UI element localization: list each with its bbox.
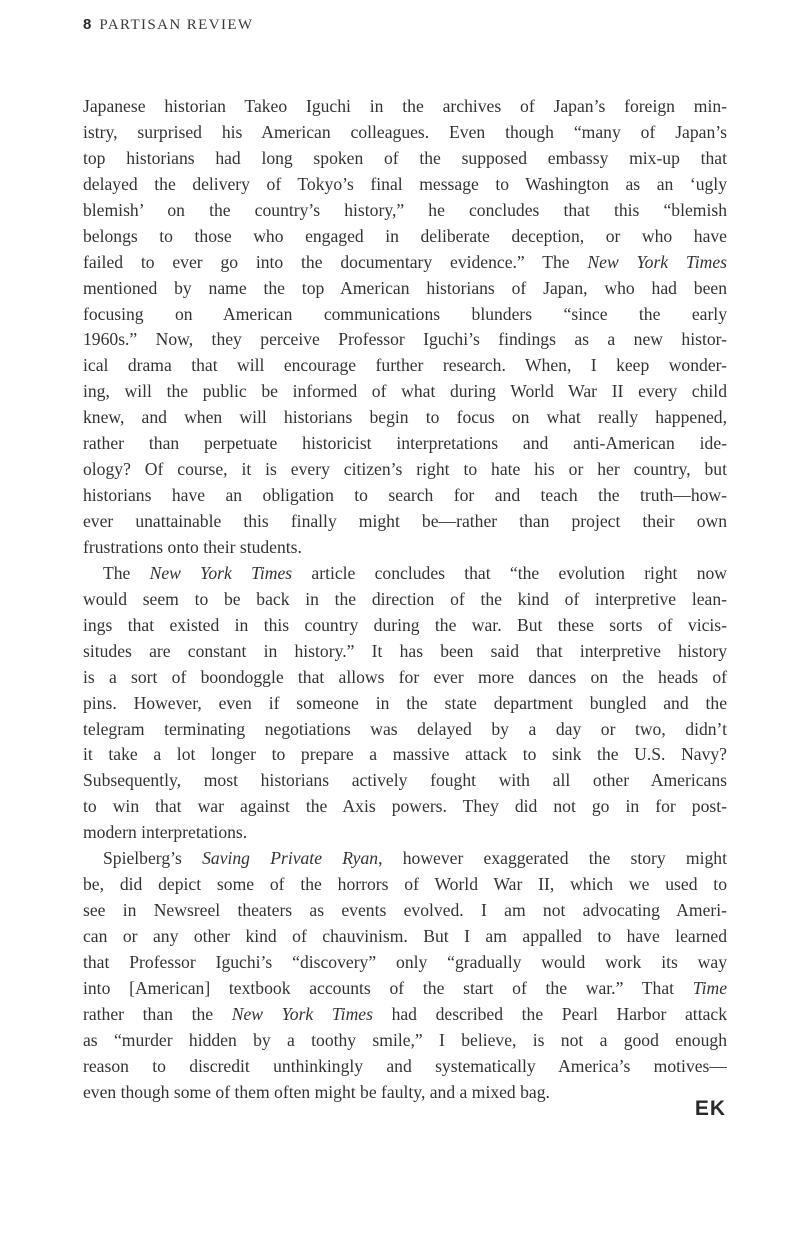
text-line: ings that existed in this country during the war. But these sorts of vicis- [83,614,727,635]
text-line: 1960s.” Now, they perceive Professor Iguchi’s findings as a new histor- [83,329,727,350]
publication-title: New York Times [231,1003,373,1024]
text-line: delayed the delivery of Tokyo’s final message to Washington as an ‘ugly [83,173,727,194]
text-line: blemish’ on the country’s history,” he concludes that this “blemish [83,199,727,220]
journal-title: PARTISAN REVIEW [99,17,254,33]
text-line: istry, surprised his American colleagues. Even though “many of Japan’s [83,121,727,142]
text-line: into [American] textbook accounts of the start of the war.” That Time [83,977,727,998]
text-line: mentioned by name the top American historians of Japan, who had been [83,277,727,298]
text-line: ing, will the public be informed of what during World War II every child [83,381,727,402]
text-line: belongs to those who engaged in deliberate deception, or who have [83,225,727,246]
text-line: failed to ever go into the documentary evidence.” The New York Times [83,251,727,272]
text-line: Subsequently, most historians actively fought with all other Americans [83,770,727,791]
text-line: knew, and when will historians begin to focus on what really happened, [83,407,727,428]
text-line: it take a lot longer to prepare a massive attack to sink the U.S. Navy? [83,744,727,765]
text-line: focusing on American communications blunders “since the early [83,303,727,324]
text-line: even though some of them often might be faulty, and a mixed bag. [83,1081,550,1102]
text-line: is a sort of boondoggle that allows for ever more dances on the heads of [83,666,727,687]
text-line: ever unattainable this finally might be—rather than project their own [83,511,727,531]
publication-title: Time [692,977,727,998]
text-line: pins. However, even if someone in the state department bungled and the [83,692,727,713]
publication-title: New York Times [149,562,293,583]
text-line: historians have an obligation to search for and teach the truth—how- [83,485,727,506]
text-line: top historians had long spoken of the supposed embassy mix-up that [83,147,727,168]
text-line: Spielberg’s Saving Private Ryan, however exaggerated the story might [103,848,727,869]
text-line: rather than perpetuate historicist interpretations and anti-American ide- [83,433,727,454]
text-line: reason to discredit unthinkingly and systematically America’s motives— [83,1055,727,1076]
text-line: rather than the New York Times had described the Pearl Harbor attack [83,1003,727,1024]
text-line: ical drama that will encourage further research. When, I keep wonder- [83,355,727,376]
text-line: telegram terminating negotiations was delayed by a day or two, didn’t [83,718,727,739]
text-line: see in Newsreel theaters as events evolved. I am not advocating Ameri- [83,900,727,921]
publication-title: New York Times [587,251,727,272]
article-body [83,94,727,1106]
text-line: that Professor Iguchi’s “discovery” only “gradually would work its way [83,951,727,972]
text-line: Japanese historian Takeo Iguchi in the archives of Japan’s foreign min- [83,96,727,116]
text-line: ology? Of course, it is every citizen’s right to hate his or her country, but [83,459,727,480]
page-number: 8 [83,16,92,33]
text-line: modern interpretations. [83,822,248,843]
text-line: frustrations onto their students. [83,536,302,557]
running-head [83,16,253,34]
author-initials: EK [694,1097,726,1120]
text-line: be, did depict some of the horrors of World War II, which we used to [83,874,727,895]
text-line: situdes are constant in history.” It has been said that interpretive history [83,640,727,661]
text-line: as “murder hidden by a toothy smile,” I believe, is not a good enough [83,1029,727,1050]
text-line: The New York Times article concludes that “the evolution right now [103,562,727,583]
text-line: can or any other kind of chauvinism. But I am appalled to have learned [83,926,727,946]
text-line: would seem to be back in the direction of the kind of interpretive lean- [83,588,727,609]
film-title: Saving Private Ryan [202,848,379,869]
text-line: to win that war against the Axis powers. They did not go in for post- [83,796,727,817]
